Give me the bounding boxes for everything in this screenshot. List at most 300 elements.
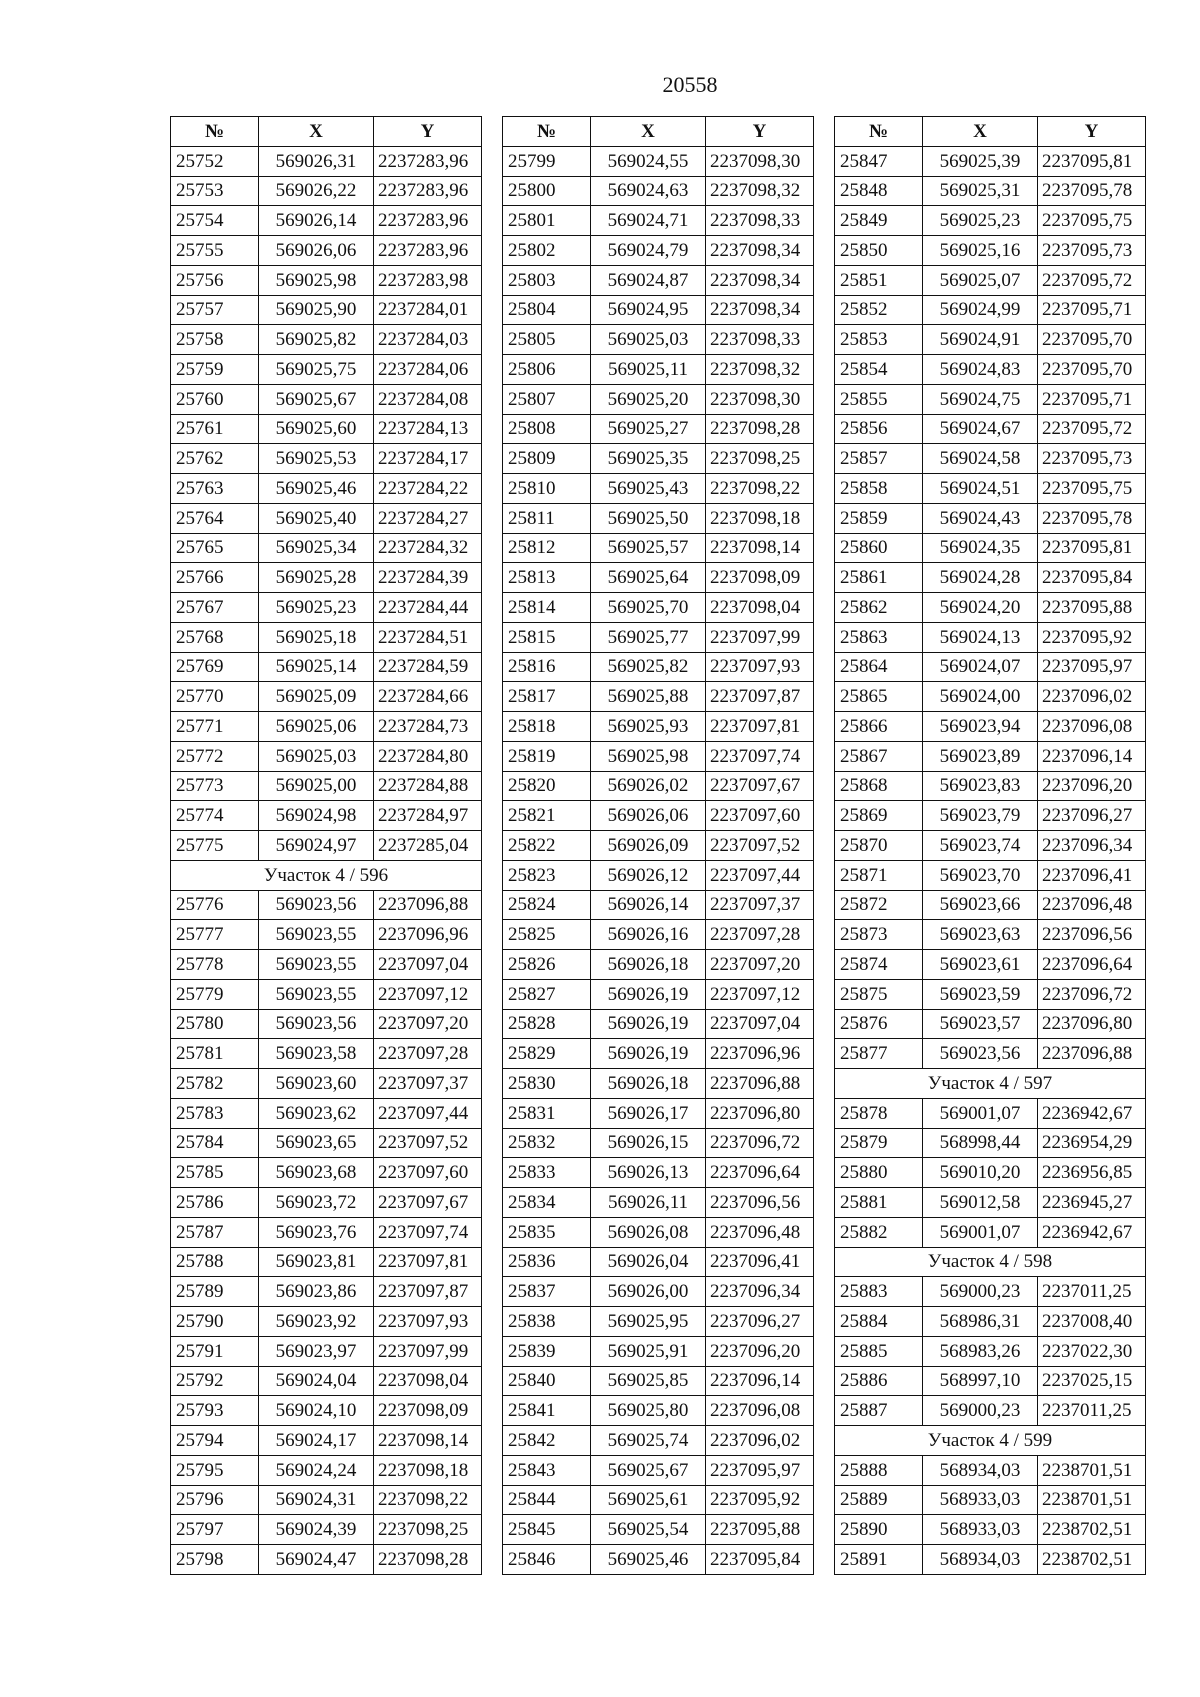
- y-coordinate-cell: 2237095,81: [1038, 533, 1146, 563]
- y-coordinate-cell: 2237096,56: [706, 1188, 814, 1218]
- x-coordinate-cell: 569023,62: [259, 1098, 374, 1128]
- x-coordinate-cell: 569026,17: [591, 1098, 706, 1128]
- section-title: Участок 4 / 599: [835, 1426, 1146, 1456]
- y-coordinate-cell: 2237097,60: [706, 801, 814, 831]
- table-row: [171, 1069, 482, 1099]
- y-coordinate-cell: 2237095,71: [1038, 295, 1146, 325]
- point-number-cell: 25779: [171, 979, 259, 1009]
- section-header-row: [835, 1247, 1146, 1277]
- table-row: [503, 1009, 814, 1039]
- point-number-cell: 25871: [835, 860, 923, 890]
- x-coordinate-cell: 569026,13: [591, 1158, 706, 1188]
- point-number-cell: 25810: [503, 474, 591, 504]
- x-coordinate-cell: 569023,58: [259, 1039, 374, 1069]
- y-coordinate-cell: 2237097,67: [706, 771, 814, 801]
- point-number-cell: 25807: [503, 384, 591, 414]
- table-row: [503, 831, 814, 861]
- point-number-cell: 25845: [503, 1515, 591, 1545]
- x-coordinate-cell: 569026,06: [259, 236, 374, 266]
- table-row: [171, 622, 482, 652]
- x-coordinate-cell: 569024,79: [591, 236, 706, 266]
- point-number-cell: 25888: [835, 1455, 923, 1485]
- point-number-cell: 25849: [835, 206, 923, 236]
- y-coordinate-cell: 2237097,99: [706, 622, 814, 652]
- y-coordinate-cell: 2237095,75: [1038, 474, 1146, 504]
- x-coordinate-cell: 569001,07: [923, 1217, 1038, 1247]
- table-row: [835, 444, 1146, 474]
- y-coordinate-cell: 2237096,41: [1038, 860, 1146, 890]
- point-number-cell: 25777: [171, 920, 259, 950]
- table-row: [171, 682, 482, 712]
- x-coordinate-cell: 569026,22: [259, 176, 374, 206]
- y-coordinate-cell: 2236942,67: [1038, 1098, 1146, 1128]
- x-coordinate-cell: 569023,70: [923, 860, 1038, 890]
- table-row: [835, 890, 1146, 920]
- y-coordinate-cell: 2237095,92: [706, 1485, 814, 1515]
- x-coordinate-cell: 568933,03: [923, 1485, 1038, 1515]
- y-coordinate-cell: 2237096,14: [1038, 741, 1146, 771]
- table-row: [503, 503, 814, 533]
- x-coordinate-cell: 569024,99: [923, 295, 1038, 325]
- point-number-cell: 25837: [503, 1277, 591, 1307]
- x-coordinate-cell: 569025,06: [259, 712, 374, 742]
- point-number-cell: 25799: [503, 146, 591, 176]
- point-number-cell: 25766: [171, 563, 259, 593]
- x-coordinate-cell: 569024,63: [591, 176, 706, 206]
- table-row: [171, 771, 482, 801]
- point-number-cell: 25820: [503, 771, 591, 801]
- point-number-cell: 25778: [171, 950, 259, 980]
- table-row: [171, 1515, 482, 1545]
- point-number-cell: 25765: [171, 533, 259, 563]
- point-number-cell: 25791: [171, 1336, 259, 1366]
- table-row: [171, 1128, 482, 1158]
- x-coordinate-cell: 569023,61: [923, 950, 1038, 980]
- y-coordinate-cell: 2237097,12: [706, 979, 814, 1009]
- point-number-cell: 25856: [835, 414, 923, 444]
- point-number-cell: 25870: [835, 831, 923, 861]
- table-row: [835, 1545, 1146, 1575]
- point-number-cell: 25857: [835, 444, 923, 474]
- y-coordinate-cell: 2237098,25: [374, 1515, 482, 1545]
- point-number-cell: 25854: [835, 355, 923, 385]
- y-coordinate-cell: 2237098,04: [374, 1366, 482, 1396]
- point-number-cell: 25841: [503, 1396, 591, 1426]
- x-coordinate-cell: 569025,03: [591, 325, 706, 355]
- coordinates-table-2: [502, 116, 814, 1575]
- point-number-cell: 25836: [503, 1247, 591, 1277]
- point-number-cell: 25874: [835, 950, 923, 980]
- table-row: [835, 622, 1146, 652]
- x-coordinate-cell: 569025,23: [923, 206, 1038, 236]
- point-number-cell: 25759: [171, 355, 259, 385]
- point-number-cell: 25851: [835, 265, 923, 295]
- x-coordinate-cell: 569025,18: [259, 622, 374, 652]
- y-coordinate-cell: 2237098,09: [706, 563, 814, 593]
- point-number-cell: 25890: [835, 1515, 923, 1545]
- point-number-cell: 25811: [503, 503, 591, 533]
- table-row: [503, 1545, 814, 1575]
- x-coordinate-cell: 569025,85: [591, 1366, 706, 1396]
- table-row: [171, 444, 482, 474]
- y-coordinate-cell: 2237096,27: [1038, 801, 1146, 831]
- y-coordinate-cell: 2237097,93: [706, 652, 814, 682]
- y-coordinate-cell: 2237285,04: [374, 831, 482, 861]
- y-coordinate-cell: 2237095,72: [1038, 265, 1146, 295]
- point-number-cell: 25789: [171, 1277, 259, 1307]
- table-row: [171, 414, 482, 444]
- x-coordinate-cell: 569025,77: [591, 622, 706, 652]
- table-row: [503, 920, 814, 950]
- y-coordinate-cell: 2236956,85: [1038, 1158, 1146, 1188]
- coordinates-table-3: [834, 116, 1146, 1575]
- table-row: [171, 979, 482, 1009]
- x-coordinate-cell: 569025,91: [591, 1336, 706, 1366]
- table-row: [171, 355, 482, 385]
- point-number-cell: 25839: [503, 1336, 591, 1366]
- y-coordinate-cell: 2237096,80: [1038, 1009, 1146, 1039]
- table-row: [835, 712, 1146, 742]
- table-row: [835, 1158, 1146, 1188]
- y-coordinate-cell: 2237284,80: [374, 741, 482, 771]
- y-coordinate-cell: 2237283,96: [374, 206, 482, 236]
- point-number-cell: 25795: [171, 1455, 259, 1485]
- x-coordinate-cell: 569025,34: [259, 533, 374, 563]
- table-row: [835, 1217, 1146, 1247]
- x-coordinate-cell: 569025,28: [259, 563, 374, 593]
- point-number-cell: 25833: [503, 1158, 591, 1188]
- y-coordinate-cell: 2237097,12: [374, 979, 482, 1009]
- y-coordinate-cell: 2237097,37: [706, 890, 814, 920]
- table-row: [503, 1247, 814, 1277]
- table-row: [503, 533, 814, 563]
- table-row: [171, 890, 482, 920]
- point-number-cell: 25862: [835, 593, 923, 623]
- table-row: [835, 979, 1146, 1009]
- x-coordinate-cell: 569023,66: [923, 890, 1038, 920]
- point-number-cell: 25763: [171, 474, 259, 504]
- table-row: [835, 206, 1146, 236]
- point-number-cell: 25868: [835, 771, 923, 801]
- x-coordinate-cell: 569025,67: [591, 1455, 706, 1485]
- point-number-cell: 25846: [503, 1545, 591, 1575]
- point-number-cell: 25865: [835, 682, 923, 712]
- x-coordinate-cell: 569023,81: [259, 1247, 374, 1277]
- y-coordinate-cell: 2237097,81: [374, 1247, 482, 1277]
- table-row: [835, 1336, 1146, 1366]
- header-number: №: [503, 117, 591, 147]
- x-coordinate-cell: 569024,51: [923, 474, 1038, 504]
- table-row: [835, 265, 1146, 295]
- y-coordinate-cell: 2237097,60: [374, 1158, 482, 1188]
- x-coordinate-cell: 569026,31: [259, 146, 374, 176]
- table-row: [171, 593, 482, 623]
- x-coordinate-cell: 569025,93: [591, 712, 706, 742]
- x-coordinate-cell: 569024,55: [591, 146, 706, 176]
- y-coordinate-cell: 2237096,64: [1038, 950, 1146, 980]
- x-coordinate-cell: 569024,71: [591, 206, 706, 236]
- table-row: [171, 1455, 482, 1485]
- point-number-cell: 25853: [835, 325, 923, 355]
- table-row: [503, 652, 814, 682]
- x-coordinate-cell: 569023,79: [923, 801, 1038, 831]
- point-number-cell: 25786: [171, 1188, 259, 1218]
- table-row: [503, 1158, 814, 1188]
- x-coordinate-cell: 569025,46: [259, 474, 374, 504]
- table-row: [835, 295, 1146, 325]
- y-coordinate-cell: 2237095,72: [1038, 414, 1146, 444]
- point-number-cell: 25852: [835, 295, 923, 325]
- header-number: №: [835, 117, 923, 147]
- table-row: [835, 563, 1146, 593]
- x-coordinate-cell: 569026,15: [591, 1128, 706, 1158]
- table-row: [503, 1366, 814, 1396]
- point-number-cell: 25887: [835, 1396, 923, 1426]
- y-coordinate-cell: 2237096,96: [374, 920, 482, 950]
- table-row: [503, 1039, 814, 1069]
- table-row: [503, 741, 814, 771]
- y-coordinate-cell: 2237098,18: [374, 1455, 482, 1485]
- x-coordinate-cell: 569025,64: [591, 563, 706, 593]
- x-coordinate-cell: 569025,50: [591, 503, 706, 533]
- x-coordinate-cell: 569025,27: [591, 414, 706, 444]
- point-number-cell: 25753: [171, 176, 259, 206]
- point-number-cell: 25876: [835, 1009, 923, 1039]
- coordinates-table-1: [170, 116, 482, 1575]
- x-coordinate-cell: 569024,20: [923, 593, 1038, 623]
- table-row: [503, 1128, 814, 1158]
- table-header-row: [171, 117, 482, 147]
- x-coordinate-cell: 569001,07: [923, 1098, 1038, 1128]
- table-row: [171, 474, 482, 504]
- point-number-cell: 25880: [835, 1158, 923, 1188]
- y-coordinate-cell: 2237025,15: [1038, 1366, 1146, 1396]
- y-coordinate-cell: 2236954,29: [1038, 1128, 1146, 1158]
- point-number-cell: 25780: [171, 1009, 259, 1039]
- y-coordinate-cell: 2237284,06: [374, 355, 482, 385]
- y-coordinate-cell: 2237011,25: [1038, 1396, 1146, 1426]
- table-row: [835, 682, 1146, 712]
- point-number-cell: 25758: [171, 325, 259, 355]
- x-coordinate-cell: 569026,08: [591, 1217, 706, 1247]
- x-coordinate-cell: 569023,68: [259, 1158, 374, 1188]
- point-number-cell: 25752: [171, 146, 259, 176]
- x-coordinate-cell: 569025,07: [923, 265, 1038, 295]
- table-header-row: [503, 117, 814, 147]
- point-number-cell: 25861: [835, 563, 923, 593]
- point-number-cell: 25864: [835, 652, 923, 682]
- y-coordinate-cell: 2237096,02: [706, 1426, 814, 1456]
- y-coordinate-cell: 2237097,99: [374, 1336, 482, 1366]
- x-coordinate-cell: 569026,18: [591, 950, 706, 980]
- y-coordinate-cell: 2237098,33: [706, 206, 814, 236]
- x-coordinate-cell: 569025,43: [591, 474, 706, 504]
- x-coordinate-cell: 569023,56: [259, 890, 374, 920]
- y-coordinate-cell: 2237096,64: [706, 1158, 814, 1188]
- point-number-cell: 25796: [171, 1485, 259, 1515]
- point-number-cell: 25830: [503, 1069, 591, 1099]
- point-number-cell: 25866: [835, 712, 923, 742]
- point-number-cell: 25770: [171, 682, 259, 712]
- y-coordinate-cell: 2237096,14: [706, 1366, 814, 1396]
- point-number-cell: 25790: [171, 1307, 259, 1337]
- table-row: [171, 1098, 482, 1128]
- y-coordinate-cell: 2237098,22: [706, 474, 814, 504]
- table-row: [503, 1069, 814, 1099]
- y-coordinate-cell: 2237022,30: [1038, 1336, 1146, 1366]
- table-header-row: [835, 117, 1146, 147]
- y-coordinate-cell: 2237098,09: [374, 1396, 482, 1426]
- section-title: Участок 4 / 596: [171, 860, 482, 890]
- x-coordinate-cell: 569025,61: [591, 1485, 706, 1515]
- y-coordinate-cell: 2237098,28: [706, 414, 814, 444]
- y-coordinate-cell: 2238702,51: [1038, 1515, 1146, 1545]
- table-row: [835, 1039, 1146, 1069]
- point-number-cell: 25776: [171, 890, 259, 920]
- table-row: [503, 1396, 814, 1426]
- table-row: [171, 1039, 482, 1069]
- table-row: [503, 771, 814, 801]
- table-row: [503, 474, 814, 504]
- x-coordinate-cell: 569024,35: [923, 533, 1038, 563]
- header-x: X: [923, 117, 1038, 147]
- y-coordinate-cell: 2236942,67: [1038, 1217, 1146, 1247]
- y-coordinate-cell: 2237097,44: [374, 1098, 482, 1128]
- point-number-cell: 25844: [503, 1485, 591, 1515]
- table-row: [503, 1515, 814, 1545]
- x-coordinate-cell: 569025,46: [591, 1545, 706, 1575]
- table-row: [835, 384, 1146, 414]
- table-row: [503, 950, 814, 980]
- x-coordinate-cell: 569026,14: [591, 890, 706, 920]
- x-coordinate-cell: 569024,10: [259, 1396, 374, 1426]
- x-coordinate-cell: 569023,65: [259, 1128, 374, 1158]
- table-row: [171, 950, 482, 980]
- header-y: Y: [706, 117, 814, 147]
- point-number-cell: 25757: [171, 295, 259, 325]
- point-number-cell: 25829: [503, 1039, 591, 1069]
- y-coordinate-cell: 2237095,70: [1038, 325, 1146, 355]
- y-coordinate-cell: 2237095,73: [1038, 444, 1146, 474]
- point-number-cell: 25797: [171, 1515, 259, 1545]
- point-number-cell: 25884: [835, 1307, 923, 1337]
- x-coordinate-cell: 569025,82: [259, 325, 374, 355]
- point-number-cell: 25885: [835, 1336, 923, 1366]
- table-row: [835, 1515, 1146, 1545]
- table-row: [171, 1336, 482, 1366]
- point-number-cell: 25875: [835, 979, 923, 1009]
- point-number-cell: 25886: [835, 1366, 923, 1396]
- table-row: [171, 831, 482, 861]
- table-row: [503, 206, 814, 236]
- point-number-cell: 25775: [171, 831, 259, 861]
- x-coordinate-cell: 569025,75: [259, 355, 374, 385]
- x-coordinate-cell: 569023,60: [259, 1069, 374, 1099]
- x-coordinate-cell: 569023,74: [923, 831, 1038, 861]
- x-coordinate-cell: 569025,88: [591, 682, 706, 712]
- y-coordinate-cell: 2237095,75: [1038, 206, 1146, 236]
- y-coordinate-cell: 2237284,51: [374, 622, 482, 652]
- x-coordinate-cell: 569026,00: [591, 1277, 706, 1307]
- x-coordinate-cell: 569026,19: [591, 979, 706, 1009]
- x-coordinate-cell: 569025,39: [923, 146, 1038, 176]
- table-row: [503, 265, 814, 295]
- point-number-cell: 25783: [171, 1098, 259, 1128]
- y-coordinate-cell: 2237284,39: [374, 563, 482, 593]
- table-row: [171, 1545, 482, 1575]
- table-row: [503, 1485, 814, 1515]
- x-coordinate-cell: 568983,26: [923, 1336, 1038, 1366]
- x-coordinate-cell: 569024,17: [259, 1426, 374, 1456]
- y-coordinate-cell: 2237095,84: [1038, 563, 1146, 593]
- y-coordinate-cell: 2236945,27: [1038, 1188, 1146, 1218]
- table-row: [171, 295, 482, 325]
- y-coordinate-cell: 2237097,04: [706, 1009, 814, 1039]
- table-row: [503, 325, 814, 355]
- table-row: [835, 771, 1146, 801]
- table-row: [835, 1128, 1146, 1158]
- point-number-cell: 25858: [835, 474, 923, 504]
- table-row: [835, 474, 1146, 504]
- x-coordinate-cell: 569025,54: [591, 1515, 706, 1545]
- y-coordinate-cell: 2238702,51: [1038, 1545, 1146, 1575]
- y-coordinate-cell: 2237098,30: [706, 384, 814, 414]
- y-coordinate-cell: 2237096,02: [1038, 682, 1146, 712]
- point-number-cell: 25832: [503, 1128, 591, 1158]
- y-coordinate-cell: 2237284,59: [374, 652, 482, 682]
- y-coordinate-cell: 2237098,34: [706, 236, 814, 266]
- point-number-cell: 25883: [835, 1277, 923, 1307]
- y-coordinate-cell: 2237098,34: [706, 295, 814, 325]
- section-header-row: [835, 1069, 1146, 1099]
- header-number: №: [171, 117, 259, 147]
- y-coordinate-cell: 2237097,04: [374, 950, 482, 980]
- table-row: [171, 1217, 482, 1247]
- y-coordinate-cell: 2237284,44: [374, 593, 482, 623]
- x-coordinate-cell: 569025,31: [923, 176, 1038, 206]
- table-row: [503, 384, 814, 414]
- table-row: [171, 236, 482, 266]
- x-coordinate-cell: 569023,55: [259, 950, 374, 980]
- y-coordinate-cell: 2237097,20: [706, 950, 814, 980]
- point-number-cell: 25889: [835, 1485, 923, 1515]
- x-coordinate-cell: 569025,53: [259, 444, 374, 474]
- y-coordinate-cell: 2237097,52: [374, 1128, 482, 1158]
- y-coordinate-cell: 2237096,41: [706, 1247, 814, 1277]
- point-number-cell: 25867: [835, 741, 923, 771]
- point-number-cell: 25764: [171, 503, 259, 533]
- y-coordinate-cell: 2237097,87: [706, 682, 814, 712]
- x-coordinate-cell: 569024,24: [259, 1455, 374, 1485]
- y-coordinate-cell: 2237098,22: [374, 1485, 482, 1515]
- table-row: [171, 1426, 482, 1456]
- table-row: [171, 652, 482, 682]
- y-coordinate-cell: 2237284,88: [374, 771, 482, 801]
- x-coordinate-cell: 568934,03: [923, 1455, 1038, 1485]
- point-number-cell: 25782: [171, 1069, 259, 1099]
- y-coordinate-cell: 2237284,27: [374, 503, 482, 533]
- x-coordinate-cell: 569024,97: [259, 831, 374, 861]
- section-header-row: [171, 860, 482, 890]
- y-coordinate-cell: 2237095,97: [1038, 652, 1146, 682]
- point-number-cell: 25771: [171, 712, 259, 742]
- table-row: [503, 1426, 814, 1456]
- point-number-cell: 25882: [835, 1217, 923, 1247]
- y-coordinate-cell: 2237096,88: [706, 1069, 814, 1099]
- y-coordinate-cell: 2237098,30: [706, 146, 814, 176]
- x-coordinate-cell: 569024,83: [923, 355, 1038, 385]
- table-row: [835, 533, 1146, 563]
